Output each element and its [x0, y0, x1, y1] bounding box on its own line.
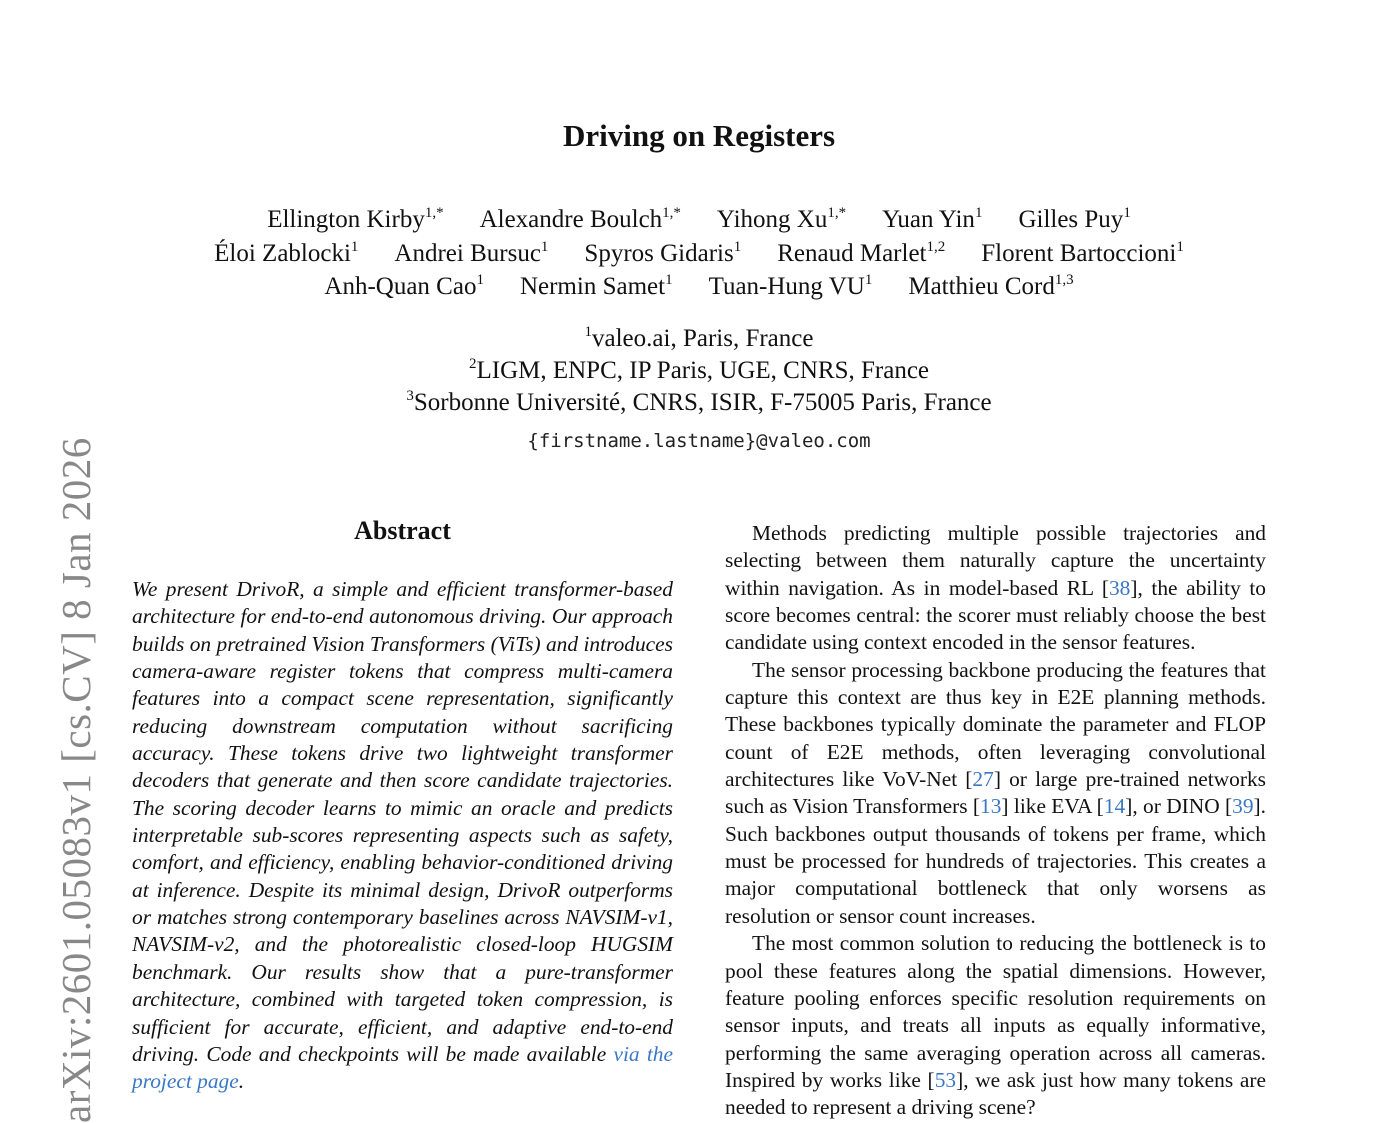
author: Florent Bartoccioni$^1$ — [981, 239, 1184, 267]
author: Tuan-Hung $VU^1$ — [708, 272, 873, 300]
author: Renaud Marlet$^{1,2}$ — [777, 239, 946, 267]
author: Yihong $Xu^{1,*}$ — [716, 205, 847, 233]
citation-link[interactable]: 13 — [980, 794, 1002, 819]
intro-paragraph: The sensor processing backbone producing the features that capture this context are thus key in E2E planning methods. These backbones typically dominate the parameter and FLOP count of E2E methods, often leveraging convolutional architectures like VoV-Net [27] or large pre-trained networks such as Vision Transformers [13] like EVA [14], or DINO [39]. Such backbones output thousands of tokens per frame, which must be processed for hundreds of trajectories. This creates a major computational bottleneck that only worsens as resolution or sensor count increases. — [725, 657, 1267, 928]
author: Nermin Samet$^1$ — [519, 272, 673, 300]
citation-link[interactable]: 27 — [972, 767, 994, 792]
paper-title: Driving on Registers — [562, 118, 836, 153]
arxiv-identifier-stamp: arXiv:2601.05083v1 [cs.CV] 8 Jan 2026 — [53, 437, 99, 1123]
abstract-text: We present DrivoR, a simple and efficient transformer-based architecture for end-to-end autonomous driving. Our approach builds on pretrained Vision Transformers (ViTs) and introduces camera-aware register tokens that compress multi-camera features into a compact scene representation, significantly reducing downstream computation without sacrificing accuracy. These tokens drive two lightweight transformer decoders that generate and then score candidate trajectories. The scoring decoder learns to mimic an oracle and predicts interpretable sub-scores representing aspects such as safety, comfort, and efficiency, enabling behavior-conditioned driving at inference. Despite its minimal design, DrivoR outperforms or matches strong contemporary baselines across NAVSIM-v1, NAVSIM-v2, and the photorealistic closed-loop HUGSIM benchmark. Our results show that a pure-transformer architecture, combined with targeted token compression, is sufficient for accurate, efficient, and adaptive end-to-end driving. Code and checkpoints will be made available via the project page. — [132, 577, 673, 1094]
author: Éloi Zablocki$^1$ — [214, 239, 359, 267]
affiliation: $^2$LIGM, ENPC, IP Paris, UGE, CNRS, France — [468, 356, 930, 384]
author-row-3 — [0, 273, 1384, 301]
contact-email: {firstname.lastname}@valeo.com — [527, 430, 871, 452]
intro-paragraph: The most common solution to reducing the bottleneck is to pool these features along the spatial dimensions. However, feature pooling enforces specific resolution requirements on sensor inputs, and treats all inputs as equally informative, performing the same averaging operation across all cameras. Inspired by works like [53], we ask just how many tokens are needed to represent a driving scene? — [725, 931, 1266, 1120]
author: Anh-Quan Cao$^1$ — [324, 272, 484, 300]
author: Ellington Kirby$^{1,*}$ — [267, 205, 444, 233]
citation-link[interactable]: 14 — [1103, 794, 1126, 819]
author: Alexandre Boulch$^{1,*}$ — [479, 205, 681, 233]
citation-link[interactable]: 38 — [1108, 575, 1131, 600]
intro-paragraph: Methods predicting multiple possible trajectories and selecting between them naturally capture the uncertainty within navigation. As in model-based RL [38], the ability to score becomes central: the scorer must reliably choose the best candidate using context encoded in the sensor features. — [725, 521, 1266, 655]
author: Spyros Gidaris$^1$ — [584, 239, 742, 267]
abstract-heading: Abstract — [354, 516, 451, 545]
author-row-2 — [0, 240, 1384, 268]
introduction-column — [725, 520, 1266, 1122]
affiliation: $^1$valeo.ai, Paris, France — [584, 324, 814, 352]
affiliation: $^3$Sorbonne Université, CNRS, ISIR, F-75005 Paris, France — [406, 388, 992, 416]
citation-link[interactable]: 39 — [1232, 794, 1254, 819]
author: Matthieu Cord$^{1,3}$ — [908, 272, 1074, 300]
author: Gilles Puy$^1$ — [1018, 205, 1131, 233]
author-row-1 — [0, 206, 1384, 234]
author: Andrei Bursuc$^1$ — [394, 239, 549, 267]
project-page-link[interactable]: via the project page — [132, 1041, 673, 1094]
citation-link[interactable]: 53 — [934, 1067, 957, 1092]
author: Yuan Yin$^1$ — [882, 205, 983, 233]
